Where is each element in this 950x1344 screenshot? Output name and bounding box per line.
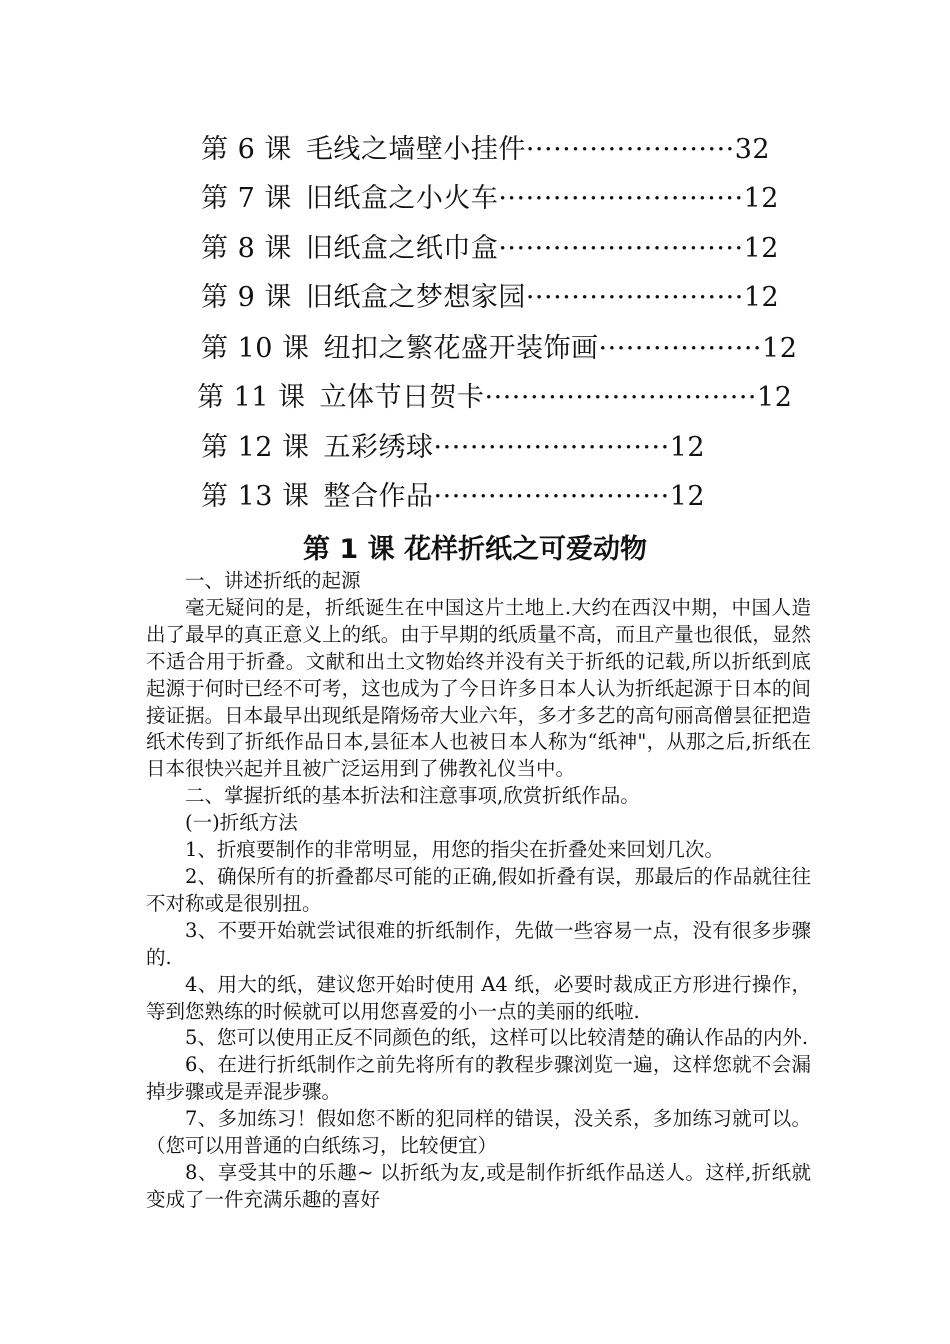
toc-page-number: 32 [734, 134, 771, 165]
toc-entry-lesson-6 [201, 133, 770, 167]
toc-lesson-title: 五彩绣球 [323, 432, 434, 463]
toc-lesson-number: 第 10 课 [201, 333, 310, 364]
toc-lesson-title: 旧纸盒之小火车 [305, 183, 499, 214]
toc-leader-dots: ······················· [525, 134, 735, 165]
toc-page-number: 12 [757, 382, 793, 413]
tip-item: 6、在进行折纸制作之前先将所有的教程步骤浏览一遍，这样您就不会漏掉步骤或是弄混步骤。 [146, 1053, 811, 1104]
toc-lesson-title: 旧纸盒之梦想家园 [305, 282, 526, 313]
toc-lesson-number: 第 8 课 [201, 233, 292, 264]
toc-lesson-title: 立体节日贺卡 [319, 382, 485, 413]
toc-leader-dots: ······························ [484, 382, 758, 413]
toc-lesson-number: 第 13 课 [201, 481, 310, 512]
toc-lesson-number: 第 12 课 [201, 432, 310, 463]
toc-lesson-number: 第 11 课 [197, 382, 306, 413]
toc-leader-dots: ··························· [498, 183, 744, 214]
section-heading-origin: 一、讲述折纸的起源 [185, 569, 361, 592]
toc-entry-lesson-10 [201, 332, 797, 366]
tip-item: 4、用大的纸，建议您开始时使用 A4 纸，必要时裁成正方形进行操作，等到您熟练的时候就可以用您喜爱的小一点的美丽的纸啦. [146, 972, 811, 1023]
toc-lesson-number: 第 6 课 [201, 134, 292, 165]
toc-page-number: 12 [743, 282, 780, 313]
toc-leader-dots: ·················· [598, 333, 763, 364]
toc-entry-lesson-9 [201, 281, 779, 315]
toc-entry-lesson-13 [201, 480, 705, 514]
toc-page-number: 12 [743, 233, 779, 264]
toc-page-number: 12 [669, 481, 706, 512]
toc-lesson-number: 第 7 课 [201, 183, 292, 214]
toc-page-number: 12 [669, 432, 706, 463]
toc-entry-lesson-11 [197, 381, 792, 415]
tip-item: 2、确保所有的折叠都尽可能的正确,假如折叠有误，那最后的作品就往往不对称或是很别扭。 [146, 864, 811, 915]
origin-paragraph: 毫无疑问的是，折纸诞生在中国这片土地上.大约在西汉中期，中国人造出了最早的真正意义上的纸。由于早期的纸质量不高，而且产量也很低，显然不适合用于折叠。文献和出土文物始终并没有关于折纸的记载,所以折纸到底起源于何时已经不可考，这也成为了今日许多日本人认为折纸起源于日本的间接证据。日本最早出现纸是隋炀帝大业六年，多才多艺的高句丽高僧昙征把造纸术传到了折纸作品日本,昙征本人也被日本人称为“纸神"，从那之后,折纸在日本很快兴起并且被广泛运用到了佛教礼仪当中。 [146, 595, 811, 781]
tip-item: 5、您可以使用正反不同颜色的纸，这样可以比较清楚的确认作品的内外. [185, 1026, 809, 1050]
toc-entry-lesson-7 [201, 182, 779, 216]
toc-lesson-title: 毛线之墙壁小挂件 [305, 134, 526, 165]
subsection-heading-methods: (一)折纸方法 [185, 811, 298, 835]
toc-leader-dots: ·························· [433, 432, 670, 463]
toc-lesson-number: 第 9 课 [201, 282, 292, 313]
toc-page-number: 12 [743, 183, 779, 214]
toc-entry-lesson-12 [201, 431, 705, 465]
toc-lesson-title: 纽扣之繁花盛开装饰画 [323, 333, 599, 364]
toc-leader-dots: ·························· [433, 481, 670, 512]
toc-lesson-title: 旧纸盒之纸巾盒 [305, 233, 499, 264]
lesson-body [146, 568, 811, 1214]
section-heading-techniques: 二、掌握折纸的基本折法和注意事项,欣赏折纸作品。 [185, 784, 640, 808]
toc-lesson-title: 整合作品 [323, 481, 434, 512]
toc-entry-lesson-8 [201, 232, 779, 266]
lesson-heading: 第 1 课 花样折纸之可爱动物 [303, 534, 647, 565]
tip-item: 1、折痕要制作的非常明显，用您的指尖在折叠处来回划几次。 [185, 838, 724, 862]
toc-page-number: 12 [762, 333, 798, 364]
toc-leader-dots: ··························· [498, 233, 744, 264]
tip-item: 3、不要开始就尝试很难的折纸制作，先做一些容易一点，没有很多步骤的. [146, 918, 811, 969]
tip-item: 7、多加练习！假如您不断的犯同样的错误，没关系，多加练习就可以。（您可以用普通的白纸练习，比较便宜） [146, 1107, 811, 1158]
toc-leader-dots: ························ [525, 282, 744, 313]
tip-item: 8、享受其中的乐趣~ 以折纸为友,或是制作折纸作品送人。这样,折纸就变成了一件充满乐趣的喜好 [146, 1160, 811, 1211]
